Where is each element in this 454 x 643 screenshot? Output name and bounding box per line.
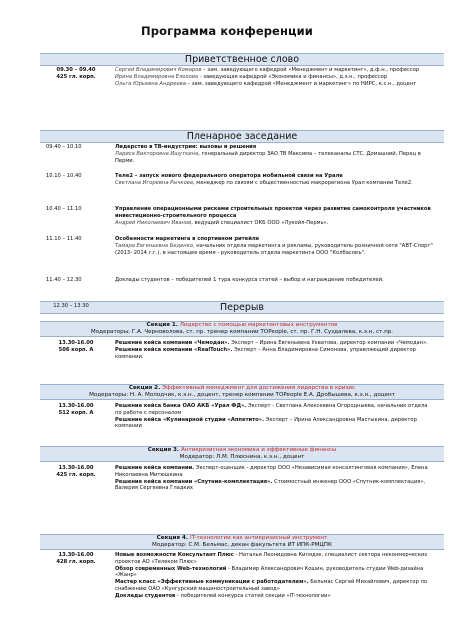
list-item: Решение кейса компании «RealTouch». Эксперт – Анна Владимировна Симонова, управляющий директор компании.	[115, 347, 416, 360]
list-item: Решение кейса компании «Спутник-комплектация». Стоимостный инженер ООО «Спутник-комплектация», Валерия Сергеевна Гладких	[115, 478, 426, 492]
list-item: Решение кейса банка ОАО АКБ «Урал ФД». Эксперт - Светлана Алексеевна Огородныева, начальник отдела по работе с персоналом	[115, 403, 428, 416]
break-time: 12.30 – 13.30	[53, 303, 89, 309]
plenary-title: Особенности маркетинга в спортивном ритейле	[115, 236, 260, 242]
list-item: Решение кейса «Кулинарной студии «Аппетито». Эксперт – Ирина Александровна Мастыкина, директор компании	[115, 416, 417, 430]
plenary-text: Доклады студентов – победителей 1 тура конкурса статей – выбор и награждение победителей.	[115, 277, 384, 283]
list-item: Решение кейса компании. Эксперт-оценщик - директор ООО «Независимая консалтинговая компания», Елена Николаевна Митюшкина	[115, 465, 428, 478]
welcome-heading: Приветственное слово	[40, 53, 444, 66]
plenary-title: Теле2 – запуск нового федерального оператора мобильной связи на Урале	[115, 173, 343, 179]
plenary-heading: Пленарное заседание	[40, 130, 444, 143]
plenary-time: 10.40 – 11.10	[46, 206, 82, 212]
plenary-title: Управление операционными рисками строительных проектов через развитие самоконтроля участников инвестиционно-строительного процесса	[115, 206, 431, 219]
plenary-title: Лидерство в ТВ-индустрии: вызовы и решения	[115, 144, 257, 150]
plenary-time: 11.40 – 12.30	[46, 277, 82, 283]
list-item: Доклады студентов - победителей конкурса статей секции «IT-технологии»	[115, 593, 331, 600]
welcome-time: 09.30 – 09.40 425 гл. корп.	[56, 67, 96, 80]
list-item: Мастер класс «Эффективные коммуникации с работодателем». Бельмас Сергей Михайлович, директор по снабжению ОАО «Кунгурский машиностроительный завод»	[115, 579, 428, 592]
section-2-header: Секция 2. Эффективный менеджмент для достижения лидерства в кризис Модераторы: Н. А. Молодчик, к.э.н., доцент, тренер компании TOPeople Е.А. Дробышева, к.э.н., доцент	[40, 384, 444, 400]
break-band: Перерыв	[40, 301, 444, 314]
section-1-header: Секция 1. Лидерство с помощью маркетинговых инструментов Модераторы: Г.А. Черноволова, ст. пр. тренер компании TOPeople, ст. пр. Г.Н. Суздалева, к.э.н, ст.пр.	[40, 321, 444, 337]
section-4-header: Секция 4. IT-технологии как антикризисный инструмент Модератор: С.М. Бельмас, декан факультета ИТ ИПК-РМЦПК	[40, 534, 444, 550]
list-item: Решение кейса компании «Чемодан». Эксперт – Ирина Евгеньевна Ухватова, директор компании «Чемодан».	[115, 340, 428, 346]
plenary-time: 11.10 – 11.40	[46, 236, 82, 242]
list-item: Ольга Юрьевна Андреева – зам. заведующего кафедрой «Менеджмент и маркетинг» по НИРС, к.с.н., доцент	[115, 81, 417, 88]
plenary-time: 10.10 – 10.40	[46, 173, 82, 179]
welcome-block	[40, 67, 444, 130]
section-3-header: Секция 3. Антикризисная экономика и эффективные финансы Модератор: Л.М. Плюснина, к.э.н., доцент	[40, 446, 444, 462]
page-title: Программа конференции	[141, 24, 313, 38]
list-item: Обзор современных Web-технологий - Владимир Александрович Кошин, руководитель студии Web-дизайна «Жанр»	[115, 565, 424, 579]
list-item: Новые возможности Консультант Плюс - Наталья Леонидовна Килядзе, специалист сектора неконмерческих проектов АО «Телеком Плюс»	[115, 552, 428, 565]
list-item: Ирина Владимировна Елохова - заведующая кафедрой «Экономика и финансы», д.э.н., профессор	[115, 74, 388, 81]
welcome-speakers	[115, 67, 433, 88]
list-item: Сергей Владимирович Комаров – зам. заведующего кафедрой «Менеджмент и маркетинг», д.ф.н., профессор	[115, 67, 420, 73]
plenary-time: 09.40 – 10.10	[46, 144, 82, 150]
